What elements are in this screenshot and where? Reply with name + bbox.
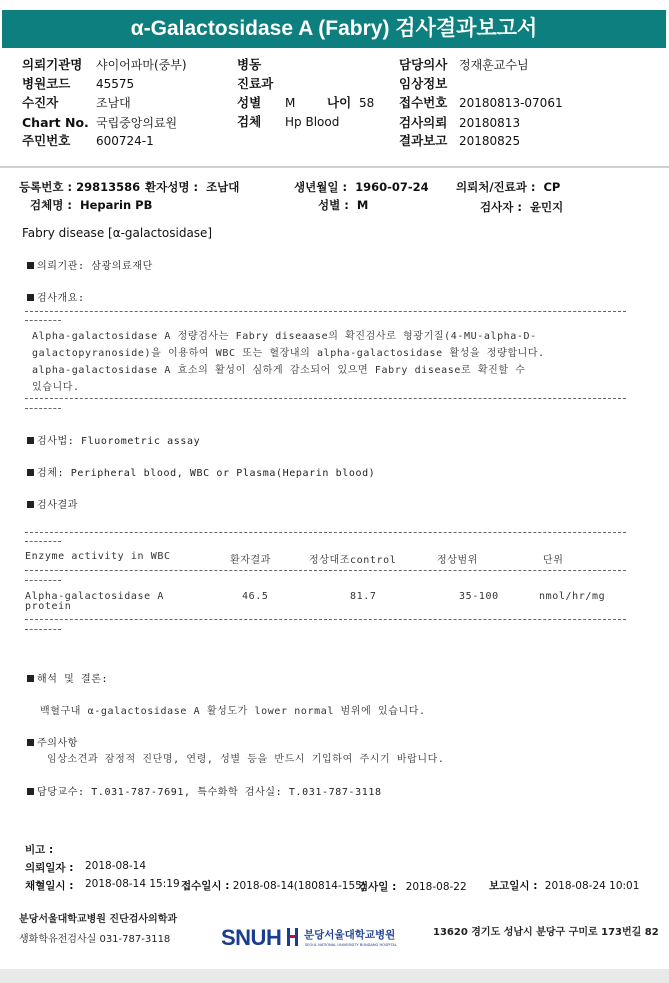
table-cell-unit: nmol/hr/mg xyxy=(539,591,606,602)
table-header-unit: 단위 xyxy=(543,555,564,566)
table-row-name-2: protein xyxy=(25,601,72,612)
test-date xyxy=(358,879,467,894)
bullet-square-icon xyxy=(27,788,34,795)
institution-section xyxy=(27,257,153,272)
test-request-label: 검사의뢰 xyxy=(399,115,448,130)
divider xyxy=(25,320,61,321)
report-time-label: 보고일시 : xyxy=(489,880,538,892)
tester xyxy=(480,199,563,215)
caution-text: 임상소견과 잠정적 진단명, 연령, 성별 등을 반드시 기입하여 주시기 바랍니다. xyxy=(47,754,445,765)
patient-sex xyxy=(318,197,368,213)
hospital-code-value: 45575 xyxy=(96,77,135,91)
doctor-value: 정재훈교수님 xyxy=(459,58,529,72)
patient-name xyxy=(145,179,239,195)
interpretation-heading-text: 해석 및 결론: xyxy=(37,674,109,685)
birth-date xyxy=(294,179,429,195)
overview-line-3: alpha-galactosidase A 효소의 활성이 심하게 감소되어 있으면 Fabry disease로 확진할 수 xyxy=(32,365,526,376)
hospital-dept: 분당서울대학교병원 진단검사의학과 xyxy=(19,914,178,925)
dept-label: 진료과 xyxy=(237,76,274,91)
reg-no xyxy=(19,179,140,195)
receipt-no-label: 접수번호 xyxy=(399,95,448,110)
hospital-code-label: 병원코드 xyxy=(22,76,71,91)
divider xyxy=(25,619,626,620)
collection-value: 2018-08-14 15:19 xyxy=(85,878,180,890)
divider xyxy=(25,532,626,533)
examinee-label: 수진자 xyxy=(22,95,59,110)
specimen-value: Hp Blood xyxy=(285,115,340,129)
note-label: 비고 : xyxy=(25,844,54,856)
test-request-row xyxy=(399,114,521,132)
examinee-value: 조남대 xyxy=(96,96,131,110)
bullet-square-icon xyxy=(27,501,34,508)
divider xyxy=(25,629,61,630)
report-title: α-Galactosidase A (Fabry) 검사결과보고서 xyxy=(2,10,666,48)
divider xyxy=(25,398,626,399)
reg-no-value: 29813586 xyxy=(76,180,141,194)
institution-row xyxy=(22,56,187,74)
overview-line-4: 있습니다. xyxy=(32,382,80,393)
method-section xyxy=(27,432,200,447)
tester-label: 검사자 : xyxy=(480,200,522,214)
table-cell-range: 35-100 xyxy=(459,591,499,602)
hospital-logo xyxy=(221,925,411,959)
divider xyxy=(25,408,61,409)
report-time-value: 2018-08-24 10:01 xyxy=(544,880,640,892)
test-title: Fabry disease [α-galactosidase] xyxy=(22,226,213,240)
overview-line-1: Alpha-galactosidase A 정량검사는 Fabry diseaase의 확진검사로 형광기질(4-MU-alpha-D- xyxy=(32,331,537,342)
birth-date-value: 1960-07-24 xyxy=(355,180,429,194)
chart-no-label: Chart No. xyxy=(22,115,89,130)
specimen-name-value: Heparin PB xyxy=(79,198,153,212)
overview-line-2: galactopyranoside)을 이용하여 WBC 또는 혈장내의 alpha-galactosidase 활성을 정량합니다. xyxy=(32,348,545,359)
patient-name-label: 환자성명 : xyxy=(145,180,199,194)
test-request-value: 20180813 xyxy=(459,116,521,130)
receipt-no-value: 20180813-07061 xyxy=(459,96,563,110)
patient-sex-value: M xyxy=(356,198,369,212)
logo-korean-text: 분당서울대학교병원 xyxy=(304,929,396,941)
divider xyxy=(25,580,61,581)
receipt-value: 2018-08-14(180814-155) xyxy=(232,880,366,892)
results-heading-text: 검사결과 xyxy=(37,500,79,511)
specimen-section xyxy=(27,464,375,479)
result-report-row xyxy=(399,132,521,150)
results-heading xyxy=(27,496,78,511)
table-row-name-1: Alpha-galactosidase A xyxy=(25,591,165,602)
result-report-label: 결과보고 xyxy=(399,133,448,148)
lab-phone: 생화학유전검사실 031-787-3118 xyxy=(19,934,171,945)
report-document xyxy=(0,166,669,969)
chart-no-value: 국립중앙의료원 xyxy=(96,116,178,130)
institution-text: 의뢰기관: 삼광의료재단 xyxy=(37,261,153,272)
table-cell-patient-result: 46.5 xyxy=(242,591,269,602)
table-header-enzyme: Enzyme activity in WBC xyxy=(25,551,171,562)
doctor-row xyxy=(399,56,529,74)
sex-age-row xyxy=(237,94,375,112)
specimen-label: 검체 xyxy=(237,114,262,129)
referral-dept-label: 의뢰처/진료과 : xyxy=(456,180,536,194)
caution-heading-text: 주의사항 xyxy=(37,738,79,749)
specimen-row xyxy=(237,113,340,131)
tester-value: 윤민지 xyxy=(529,200,564,214)
bullet-square-icon xyxy=(27,469,34,476)
specimen-name xyxy=(30,197,152,213)
institution-value: 샤이어파마(중부) xyxy=(96,58,187,72)
patient-name-value: 조남대 xyxy=(206,180,240,194)
logo-mark-icon xyxy=(287,928,298,946)
table-cell-control: 81.7 xyxy=(350,591,377,602)
sex-value: M xyxy=(285,96,296,110)
clinical-info-row xyxy=(399,75,447,93)
request-date-value: 2018-08-14 xyxy=(85,860,147,872)
specimen-text: 검체: Peripheral blood, WBC or Plasma(Heparin blood) xyxy=(37,468,376,479)
caution-heading xyxy=(27,734,78,749)
reg-no-label: 등록번호 : xyxy=(19,180,73,194)
divider xyxy=(25,570,626,571)
resident-no-row xyxy=(22,132,154,150)
test-date-value: 2018-08-22 xyxy=(405,881,467,893)
age-label: 나이 xyxy=(327,95,352,110)
collection-label: 채혈일시 : xyxy=(25,880,74,892)
bullet-square-icon xyxy=(27,294,34,301)
referral-dept xyxy=(456,179,560,195)
clinical-info-label: 임상정보 xyxy=(399,76,448,91)
bullet-square-icon xyxy=(27,262,34,269)
test-date-label: 검사일 : xyxy=(358,881,397,893)
hospital-address: 13620 경기도 성남시 분당구 구미로 173번길 82 xyxy=(433,927,659,938)
age-value: 58 xyxy=(359,96,375,110)
specimen-name-label: 검체명 : xyxy=(30,198,72,212)
table-header-patient: 환자결과 xyxy=(230,555,272,566)
report-header-card xyxy=(0,0,669,166)
doctor-label: 담당의사 xyxy=(399,57,448,72)
request-date xyxy=(25,860,147,875)
referral-dept-value: CP xyxy=(543,180,561,194)
institution-label: 의뢰기관명 xyxy=(22,57,83,72)
request-date-label: 의뢰일자 : xyxy=(25,862,74,874)
examinee-row xyxy=(22,94,131,112)
resident-no-value: 600724-1 xyxy=(96,134,154,148)
ward-label: 병동 xyxy=(237,57,262,72)
receipt-label: 접수일시 : xyxy=(181,880,230,892)
hospital-code-row xyxy=(22,75,135,93)
birth-date-label: 생년월일 : xyxy=(294,180,348,194)
logo-snuh-text: SNUH xyxy=(221,925,282,950)
bullet-square-icon xyxy=(27,739,34,746)
collection-time xyxy=(25,878,180,893)
contact-text: 담당교수: T.031-787-7691, 특수화학 검사실: T.031-787-3118 xyxy=(37,787,382,798)
report-time xyxy=(489,878,639,893)
divider xyxy=(25,311,626,312)
table-header-range: 정상범위 xyxy=(437,555,479,566)
method-text: 검사법: Fluorometric assay xyxy=(37,436,201,447)
sex-label: 성별 xyxy=(237,95,262,110)
logo-english-text: SEOUL NATIONAL UNIVERSITY BUNDANG HOSPITAL xyxy=(305,943,397,947)
overview-heading-text: 검사개요: xyxy=(37,293,85,304)
interpretation-text: 백혈구내 α-galactosidase A 활성도가 lower normal 범위에 있습니다. xyxy=(40,706,426,717)
receipt-time xyxy=(181,878,366,893)
table-header-control: 정상대조control xyxy=(309,555,397,566)
contact-section xyxy=(27,783,382,798)
patient-sex-label: 성별 : xyxy=(318,198,349,212)
interpretation-heading xyxy=(27,670,108,685)
overview-heading xyxy=(27,289,85,304)
receipt-no-row xyxy=(399,94,563,112)
result-report-value: 20180825 xyxy=(459,134,521,148)
bullet-square-icon xyxy=(27,675,34,682)
chart-no-row xyxy=(22,114,178,132)
bullet-square-icon xyxy=(27,437,34,444)
divider xyxy=(25,541,61,542)
resident-no-label: 주민번호 xyxy=(22,133,71,148)
